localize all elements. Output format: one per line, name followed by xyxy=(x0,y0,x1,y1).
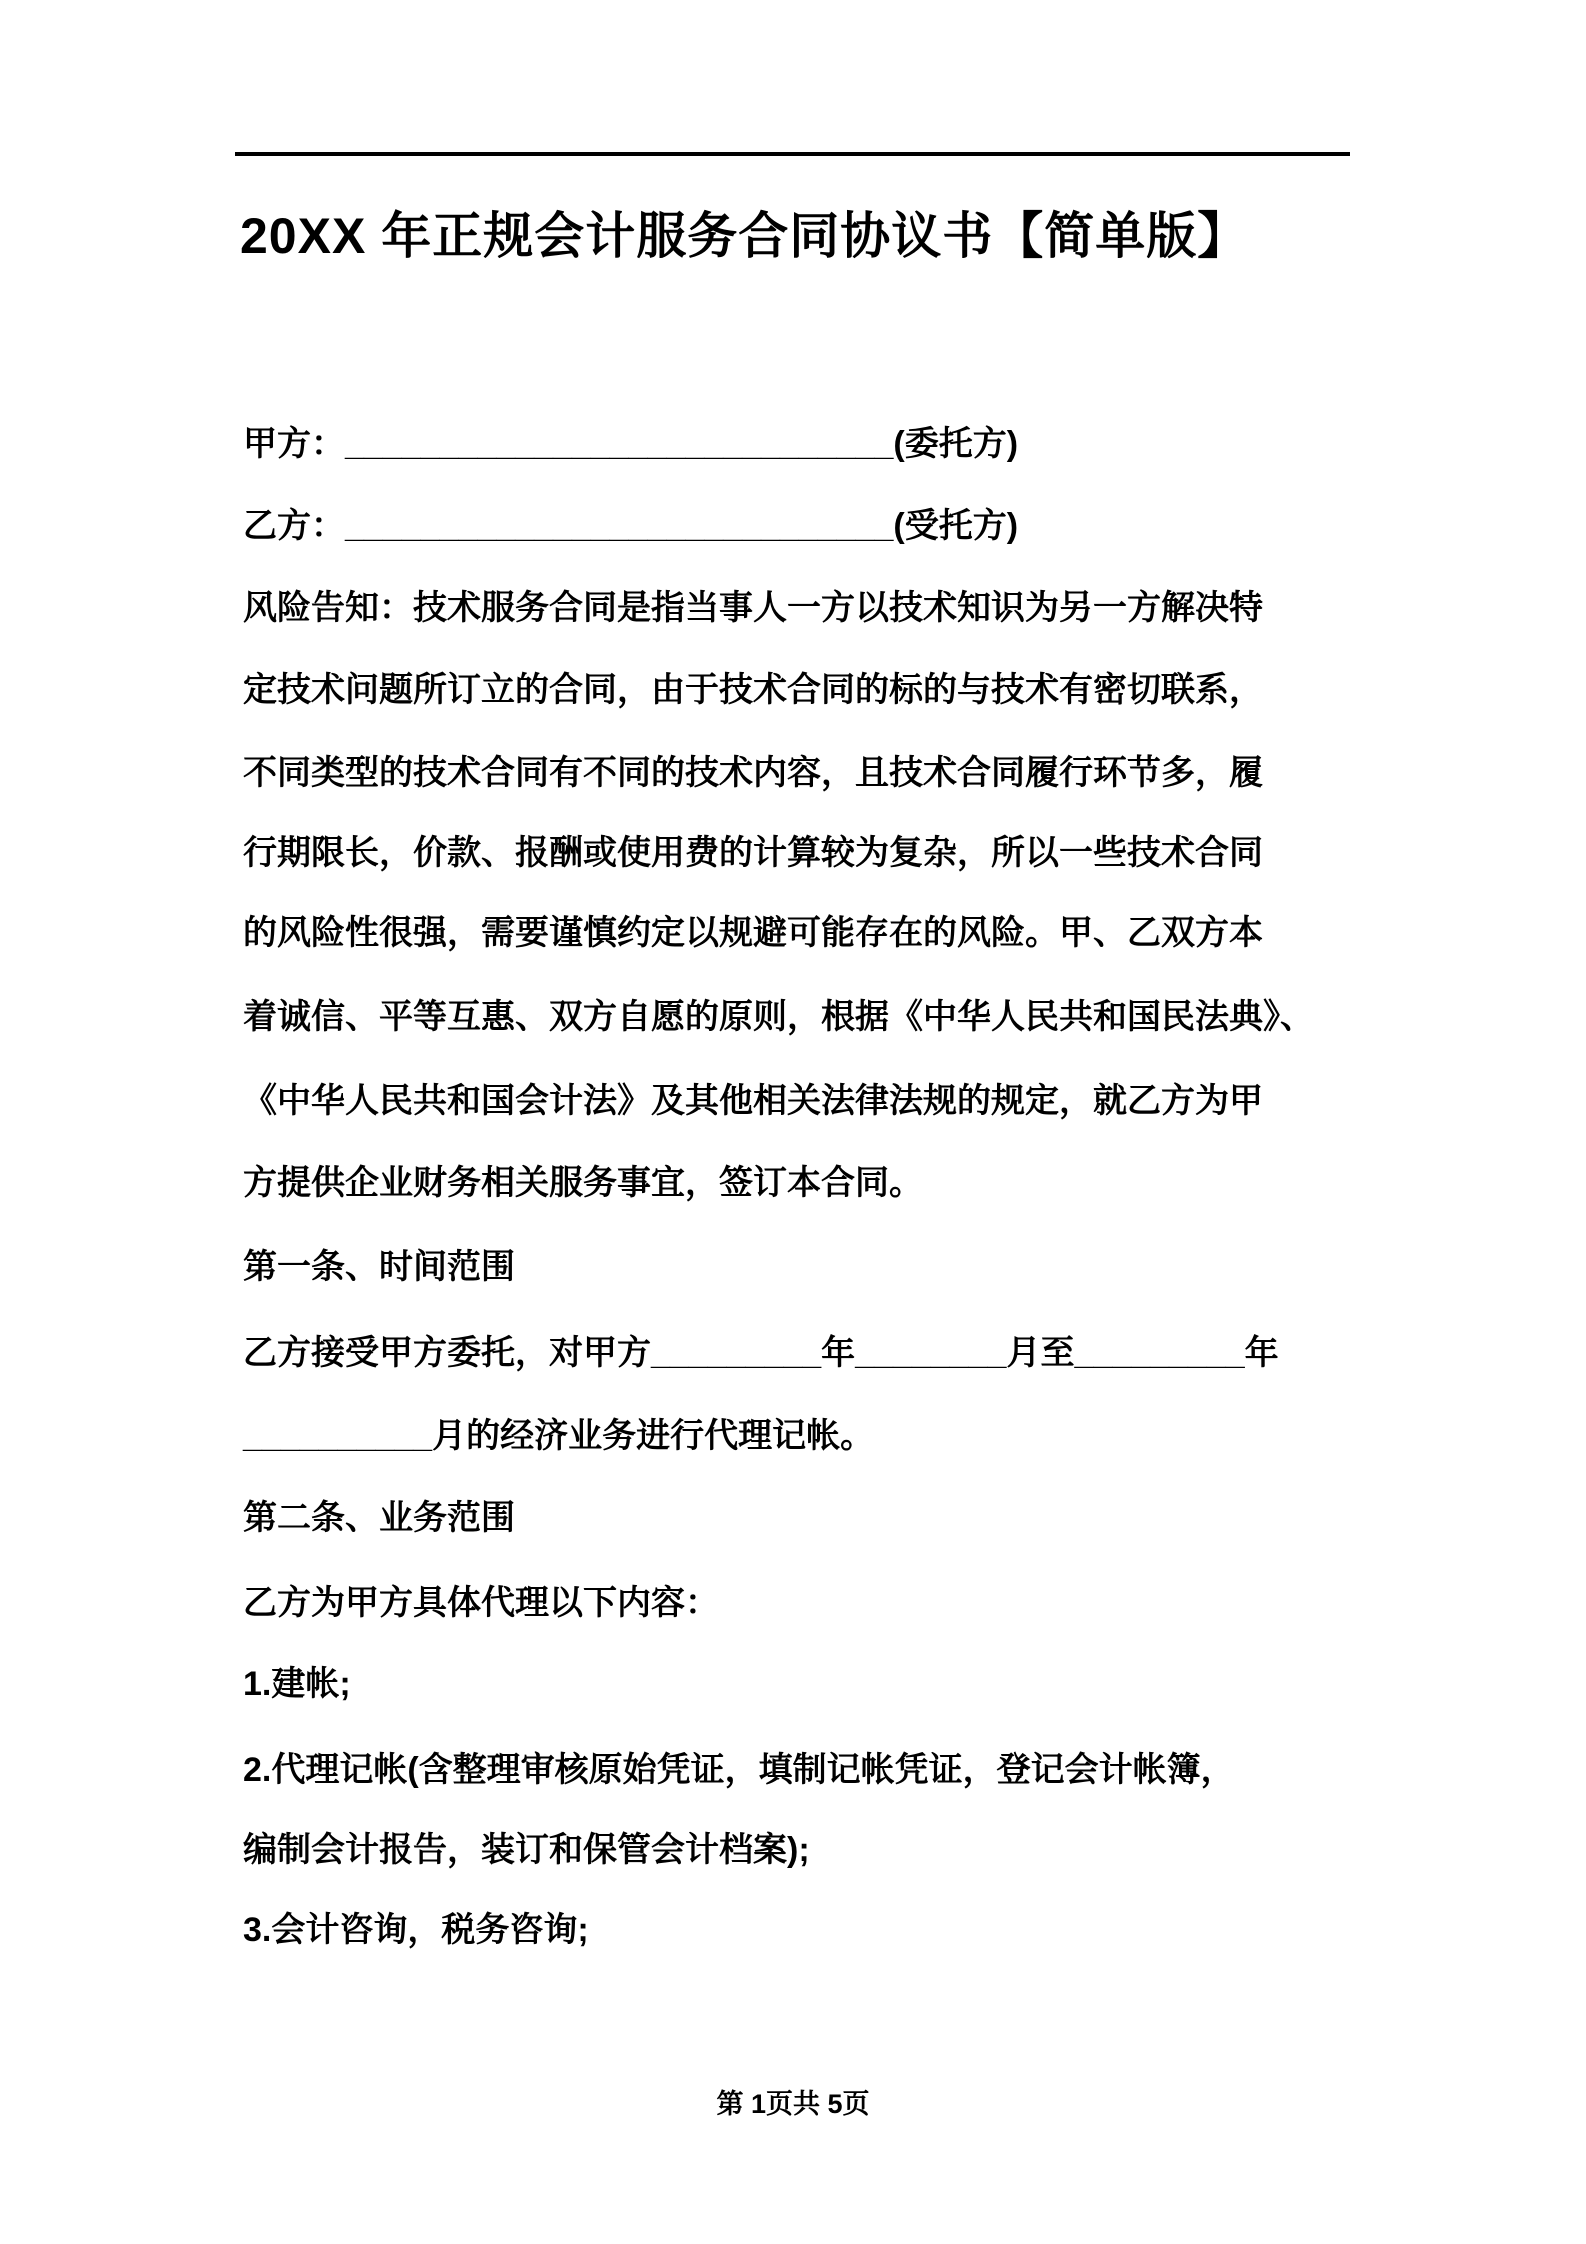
risk-notice-line-7: 《中华人民共和国会计法》及其他相关法律法规的规定，就乙方为甲 xyxy=(243,1082,1263,1120)
header-divider-rule xyxy=(235,152,1350,156)
party-a-line: 甲方：_____________________________(委托方) xyxy=(243,425,1019,463)
document-title: 20XX 年正规会计服务合同协议书【简单版】 xyxy=(240,208,1249,264)
article-2-intro: 乙方为甲方具体代理以下内容： xyxy=(243,1584,719,1622)
risk-notice-line-6: 着诚信、平等互惠、双方自愿的原则，根据《中华人民共和国民法典》、 xyxy=(243,998,1314,1036)
risk-notice-line-8: 方提供企业财务相关服务事宜，签订本合同。 xyxy=(243,1164,923,1202)
risk-notice-line-1: 风险告知：技术服务合同是指当事人一方以技术知识为另一方解决特 xyxy=(243,589,1263,627)
service-item-3: 3.会计咨询，税务咨询; xyxy=(243,1911,589,1949)
service-item-1: 1.建帐; xyxy=(243,1665,351,1703)
page-number-footer: 第 1页共 5页 xyxy=(716,2089,870,2119)
party-b-line: 乙方：_____________________________(受托方) xyxy=(243,507,1019,545)
service-item-2-line-2: 编制会计报告，装订和保管会计档案); xyxy=(243,1831,810,1869)
risk-notice-line-5: 的风险性很强，需要谨慎约定以规避可能存在的风险。甲、乙双方本 xyxy=(243,914,1263,952)
article-1-line-2: __________月的经济业务进行代理记帐。 xyxy=(243,1417,875,1455)
risk-notice-line-4: 行期限长，价款、报酬或使用费的计算较为复杂，所以一些技术合同 xyxy=(243,834,1263,872)
risk-notice-line-2: 定技术问题所订立的合同，由于技术合同的标的与技术有密切联系， xyxy=(243,671,1263,709)
article-2-heading: 第二条、业务范围 xyxy=(243,1499,515,1537)
risk-notice-line-3: 不同类型的技术合同有不同的技术内容，且技术合同履行环节多，履 xyxy=(243,754,1263,792)
article-1-heading: 第一条、时间范围 xyxy=(243,1248,515,1286)
article-1-line-1: 乙方接受甲方委托，对甲方_________年________月至_________年 xyxy=(243,1334,1279,1372)
service-item-2-line-1: 2.代理记帐(含整理审核原始凭证，填制记帐凭证，登记会计帐簿， xyxy=(243,1751,1235,1789)
